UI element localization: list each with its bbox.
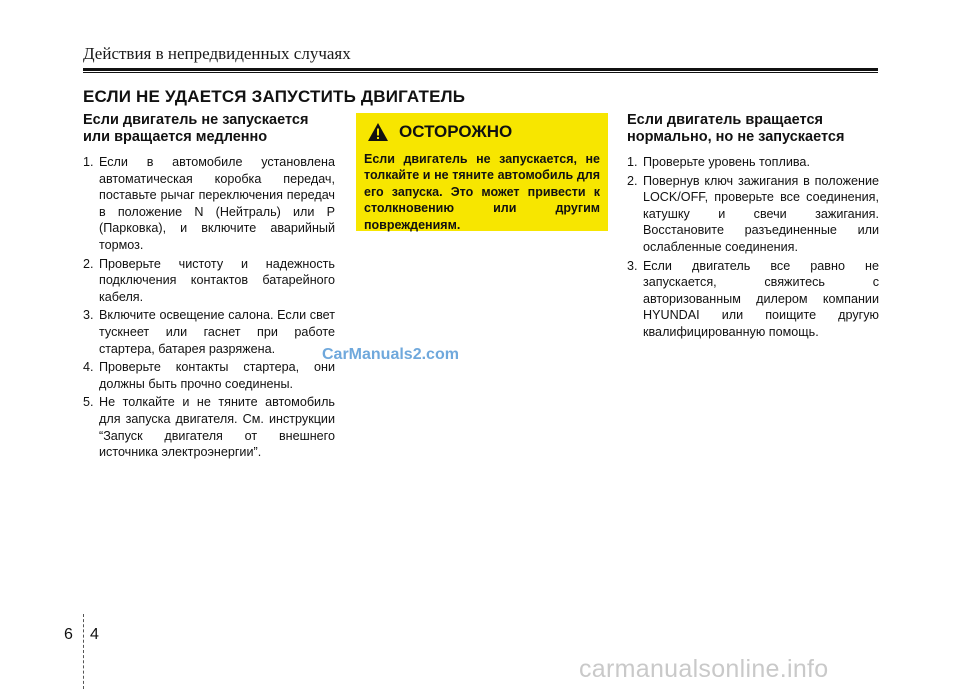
watermark: CarManuals2.com: [322, 346, 459, 363]
list-item: [627, 154, 879, 171]
step-number: 4.: [83, 360, 94, 375]
site-watermark: carmanualsonline.info: [579, 655, 829, 683]
list-item: [83, 359, 335, 392]
step-text: Проверьте контакты стартера, они должны быть прочно соединены.: [99, 360, 335, 391]
step-text: Повернув ключ зажигания в положение LOCK/OFF, проверьте все соединения, катушку и свечи зажигания. Восстановите разъединенные или ослабленные соединения.: [643, 173, 879, 254]
warning-triangle-icon: [367, 122, 389, 142]
list-item: [83, 307, 335, 357]
page-divider: [83, 614, 84, 689]
step-number: 3.: [83, 308, 94, 323]
list-item: [83, 394, 335, 460]
step-text: Если в автомобиле установлена автоматическая коробка передач, поставьте рычаг переключения передач в положение N (Нейтраль) или P (Парковка), и включите аварийный тормоз.: [99, 155, 335, 252]
list-item: [83, 256, 335, 306]
step-number: 2.: [627, 173, 638, 188]
step-number: 3.: [627, 258, 638, 273]
list-item: [83, 154, 335, 254]
page-number: 4: [90, 626, 99, 643]
warning-text: Если двигатель не запускается, не толкайте и не тяните автомобиль для его запуска. Это может привести к столкновению или другим повреждениям.: [364, 152, 600, 232]
warning-title: ОСТОРОЖНО: [399, 122, 513, 141]
step-number: 1.: [83, 155, 94, 169]
step-number: 1.: [627, 155, 638, 169]
step-text: Включите освещение салона. Если свет тускнеет или гаснет при работе стартера, батарея разряжена.: [99, 308, 335, 356]
right-column-heading: Если двигатель вращается нормально, но не запускается: [627, 112, 845, 145]
header-rule-thin: [83, 72, 878, 73]
list-item: [627, 173, 879, 256]
step-text: Проверьте чистоту и надежность подключения контактов батарейного кабеля.: [99, 256, 335, 304]
list-item: [627, 258, 879, 341]
warning-header: [364, 119, 600, 145]
step-text: Если двигатель все равно не запускается, свяжитесь с авторизованным дилером компании HYUNDAI или поищите другую квалифицированную помощь.: [643, 258, 879, 339]
right-steps-list: [627, 154, 879, 341]
step-number: 2.: [83, 256, 94, 271]
step-number: 5.: [83, 395, 94, 410]
left-steps-list: [83, 154, 335, 461]
header-rule: [83, 68, 878, 71]
right-column: [627, 112, 879, 343]
left-column: [83, 112, 335, 463]
section-title: ЕСЛИ НЕ УДАЕТСЯ ЗАПУСТИТЬ ДВИГАТЕЛЬ: [83, 87, 466, 106]
warning-box: [356, 113, 608, 231]
running-title: Действия в непредвиденных случаях: [83, 44, 351, 63]
page-section-number: 6: [64, 626, 73, 643]
left-column-heading: Если двигатель не запускается или вращается медленно: [83, 112, 309, 145]
step-text: Не толкайте и не тяните автомобиль для запуска двигателя. См. инструкции “Запуск двигателя от внешнего источника электроэнергии”.: [99, 395, 335, 460]
step-text: Проверьте уровень топлива.: [643, 155, 810, 169]
